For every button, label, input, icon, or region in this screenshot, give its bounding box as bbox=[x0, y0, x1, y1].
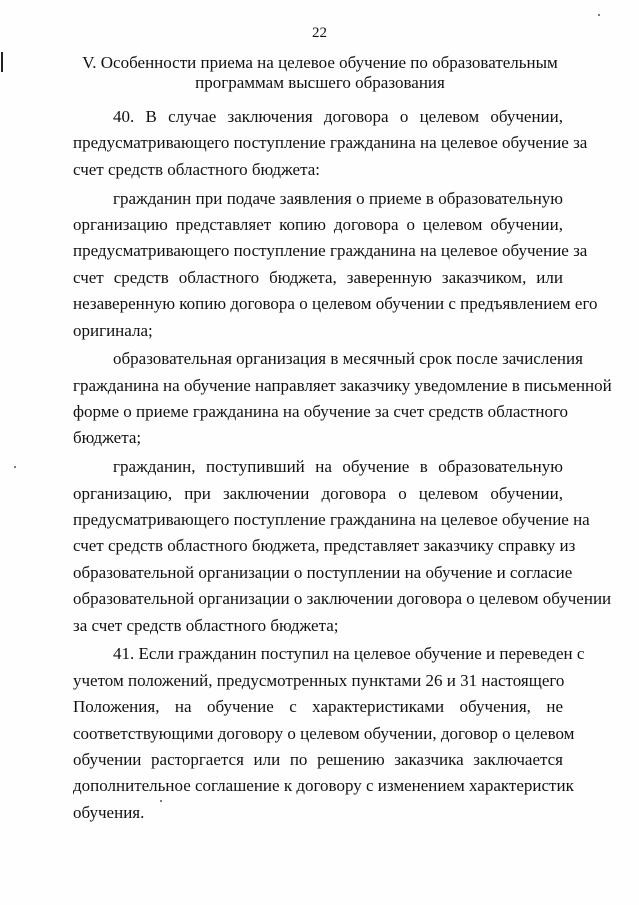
document-body bbox=[73, 104, 612, 829]
text-line: 41. Если гражданин поступил на целевое обучение и переведен с bbox=[113, 644, 585, 664]
text-line: счет средств областного бюджета, представляет заказчику справку из bbox=[73, 536, 576, 556]
paragraph-application bbox=[73, 186, 598, 344]
text-line: предусматривающего поступление гражданина на целевое обучение на bbox=[73, 510, 590, 530]
paragraph-notification bbox=[73, 346, 612, 452]
text-line: незаверенную копию договора о целевом обучении с предъявлением его bbox=[73, 294, 598, 314]
paragraph-40 bbox=[73, 104, 588, 183]
text-line: форме о приеме гражданина на обучение за счет средств областного bbox=[73, 402, 569, 422]
text-line: за счет средств областного бюджета; bbox=[73, 615, 339, 635]
text-line: образовательная организация в месячный срок после зачисления bbox=[113, 349, 583, 369]
text-line: организацию, при заключении договора о целевом обучении, bbox=[73, 483, 563, 503]
section-heading-line: V. Особенности приема на целевое обучение по образовательным bbox=[82, 53, 558, 72]
scan-edge-mark bbox=[1, 52, 3, 72]
text-line: предусматривающего поступление гражданина на целевое обучение за bbox=[73, 133, 588, 153]
scan-speck bbox=[598, 14, 600, 16]
text-line: образовательной организации о поступлении на обучение и согласие bbox=[73, 562, 573, 582]
section-heading bbox=[60, 53, 580, 93]
paragraph-41 bbox=[73, 641, 585, 826]
text-line: бюджета; bbox=[73, 428, 142, 448]
text-line: образовательной организации о заключении договора о целевом обучении bbox=[73, 589, 612, 609]
section-heading-line: программам высшего образования bbox=[195, 73, 445, 92]
text-line: дополнительное соглашение к договору с изменением характеристик bbox=[73, 776, 574, 796]
text-line: обучении расторгается или по решению заказчика заключается bbox=[73, 749, 563, 769]
text-line: соответствующими договору о целевом обучении, договор о целевом bbox=[73, 723, 575, 743]
text-line: 40. В случае заключения договора о целевом обучении, bbox=[113, 107, 563, 126]
text-line: счет средств областного бюджета, заверенную заказчиком, или bbox=[73, 267, 563, 287]
text-line: гражданин при подаче заявления о приеме в образовательную bbox=[113, 188, 563, 208]
text-line: Положения, на обучение с характеристиками обучения, не bbox=[73, 697, 563, 717]
text-line: предусматривающего поступление гражданина на целевое обучение за bbox=[73, 241, 588, 261]
text-line: организацию представляет копию договора о целевом обучении, bbox=[73, 214, 563, 234]
text-line: оригинала; bbox=[73, 320, 153, 340]
text-line: гражданин, поступивший на обучение в образовательную bbox=[113, 457, 563, 477]
text-line: обучения. bbox=[73, 802, 145, 822]
paragraph-enrolled-citizen bbox=[73, 454, 612, 639]
scan-speck bbox=[14, 466, 16, 468]
text-line: счет средств областного бюджета: bbox=[73, 159, 320, 179]
page-number: 22 bbox=[312, 25, 327, 41]
text-line: гражданина на обучение направляет заказчику уведомление в письменной bbox=[73, 375, 612, 395]
text-line: учетом положений, предусмотренных пунктами 26 и 31 настоящего bbox=[73, 670, 565, 690]
